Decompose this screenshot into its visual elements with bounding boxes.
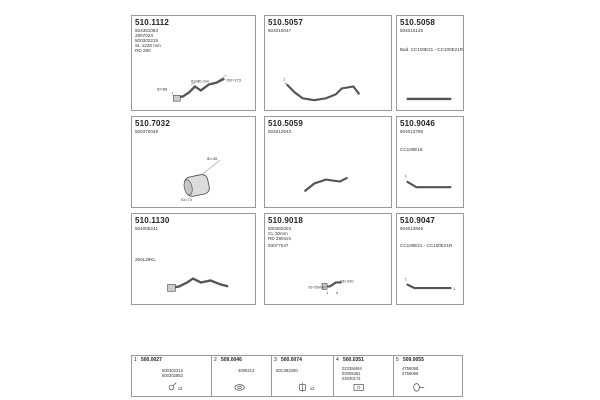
part-card-510-7032 xyxy=(131,116,256,208)
part-ref: 2807024 xyxy=(135,33,153,38)
part-ref: 504010145 xyxy=(400,28,423,33)
exhaust-pipe-drawing xyxy=(397,117,463,207)
fitting-code: 509.0046 xyxy=(221,357,242,363)
part-ref: 260L29KL xyxy=(135,257,156,262)
part-ref: RD 280 xyxy=(135,48,151,53)
part-ref: 500302215 xyxy=(135,38,158,43)
fitting-index: 5 xyxy=(396,357,399,363)
part-ref: 504381083 xyxy=(135,28,158,33)
part-ref: 504013795 xyxy=(400,129,423,134)
dimension-label: ID=88 xyxy=(156,86,168,92)
fitting-ref: 500302853 xyxy=(162,373,183,378)
position-label: 1 xyxy=(326,290,329,296)
fitting-cell xyxy=(272,356,334,396)
fitting-code: 500.0074 xyxy=(281,357,302,363)
part-code: 510.9047 xyxy=(400,216,435,225)
dimension-label: ID=50mm xyxy=(308,284,326,290)
fitting-index: 3 xyxy=(274,357,277,363)
dimension-label: OD-020 xyxy=(339,278,354,284)
position-label: 1 xyxy=(404,276,407,282)
part-code: 510.1112 xyxy=(135,18,170,27)
part-ref: 504013845 xyxy=(400,226,423,231)
position-label: 1 xyxy=(404,173,407,179)
part-ref: 500370049 xyxy=(135,129,158,134)
exhaust-pipe-drawing xyxy=(265,214,391,304)
fitting-ref: 0233M484 xyxy=(342,366,362,371)
part-ref: 93077047 xyxy=(268,243,289,248)
part-ref: CC100E21 - CC100E21R xyxy=(400,243,453,248)
dimension-label: ID=45 xyxy=(206,156,218,162)
part-ref: CC100E18 xyxy=(400,147,423,152)
fitting-index: 4 xyxy=(336,357,339,363)
fitting-ref: 4756068 xyxy=(402,366,419,371)
muffler-drawing xyxy=(132,117,255,207)
fitting-quantity: x2 xyxy=(178,386,183,391)
part-card-510-9018 xyxy=(264,213,392,305)
part-card-510-5057 xyxy=(264,15,392,111)
clamp-icon xyxy=(132,356,211,396)
part-code: 510.7032 xyxy=(135,119,170,128)
fitting-cell xyxy=(212,356,272,396)
fitting-code: 500.0351 xyxy=(343,357,364,363)
fitting-cell xyxy=(132,356,212,396)
part-ref: 504005241 xyxy=(135,226,158,231)
fitting-ref: 50C382280 xyxy=(276,368,298,373)
position-label: 1 xyxy=(171,90,174,96)
fitting-ref: 4756069 xyxy=(402,371,419,376)
exhaust-pipe-drawing xyxy=(265,16,391,110)
part-card-510-1112 xyxy=(131,15,256,111)
fitting-index: 2 xyxy=(214,357,217,363)
part-ref: RD 280mm xyxy=(268,236,292,241)
position-label: 1 xyxy=(453,286,456,292)
part-card-510-9047 xyxy=(396,213,464,305)
part-ref: Bad. CC100E21 - CC100E21R xyxy=(400,47,464,52)
position-label: 4 xyxy=(335,290,339,296)
fitting-code: 500.0027 xyxy=(141,357,162,363)
exhaust-pipe-drawing xyxy=(132,16,255,110)
part-code: 510.5058 xyxy=(400,18,435,27)
exhaust-pipe-drawing xyxy=(265,117,391,207)
part-card-510-9046 xyxy=(396,116,464,208)
flange-icon xyxy=(334,356,393,396)
exhaust-pipe-drawing xyxy=(397,16,463,110)
part-ref: 504012543 xyxy=(268,129,291,134)
part-ref: 500382003 xyxy=(268,226,291,231)
part-code: 510.9018 xyxy=(268,216,303,225)
part-card-510-5059 xyxy=(264,116,392,208)
fittings-strip xyxy=(131,355,463,397)
part-code: 510.5057 xyxy=(268,18,303,27)
part-ref: SL 1226 mm xyxy=(135,43,161,48)
fitting-code: 509.0055 xyxy=(403,357,424,363)
fitting-ref: 500302212 xyxy=(162,368,183,373)
dimension-label: OD=273 xyxy=(226,77,241,83)
fitting-cell xyxy=(334,356,394,396)
position-label: 1 xyxy=(282,76,286,82)
part-code: 510.5059 xyxy=(268,119,303,128)
part-ref: 504010047 xyxy=(268,28,291,33)
dimension-label: ID=73 xyxy=(181,197,192,203)
fitting-index: 1 xyxy=(134,357,137,363)
part-card-510-1130 xyxy=(131,213,256,305)
fitting-ref: 02030174 xyxy=(342,376,361,381)
hanger-icon xyxy=(394,356,462,396)
part-card-510-5058 xyxy=(396,15,464,111)
exhaust-pipe-drawing xyxy=(132,214,255,304)
fitting-ref: 02005461 xyxy=(342,371,361,376)
dimension-label: ID=30 mm xyxy=(191,78,210,84)
exhaust-pipe-drawing xyxy=(397,214,463,304)
gasket-icon xyxy=(212,356,271,396)
fitting-cell xyxy=(394,356,462,396)
part-code: 510.9046 xyxy=(400,119,435,128)
fitting-ref: 4005213 xyxy=(238,368,255,373)
part-ref: CL 30mm xyxy=(268,231,288,236)
clamp-icon xyxy=(272,356,333,396)
part-code: 510.1130 xyxy=(135,216,170,225)
fitting-quantity: x2 xyxy=(310,386,315,391)
